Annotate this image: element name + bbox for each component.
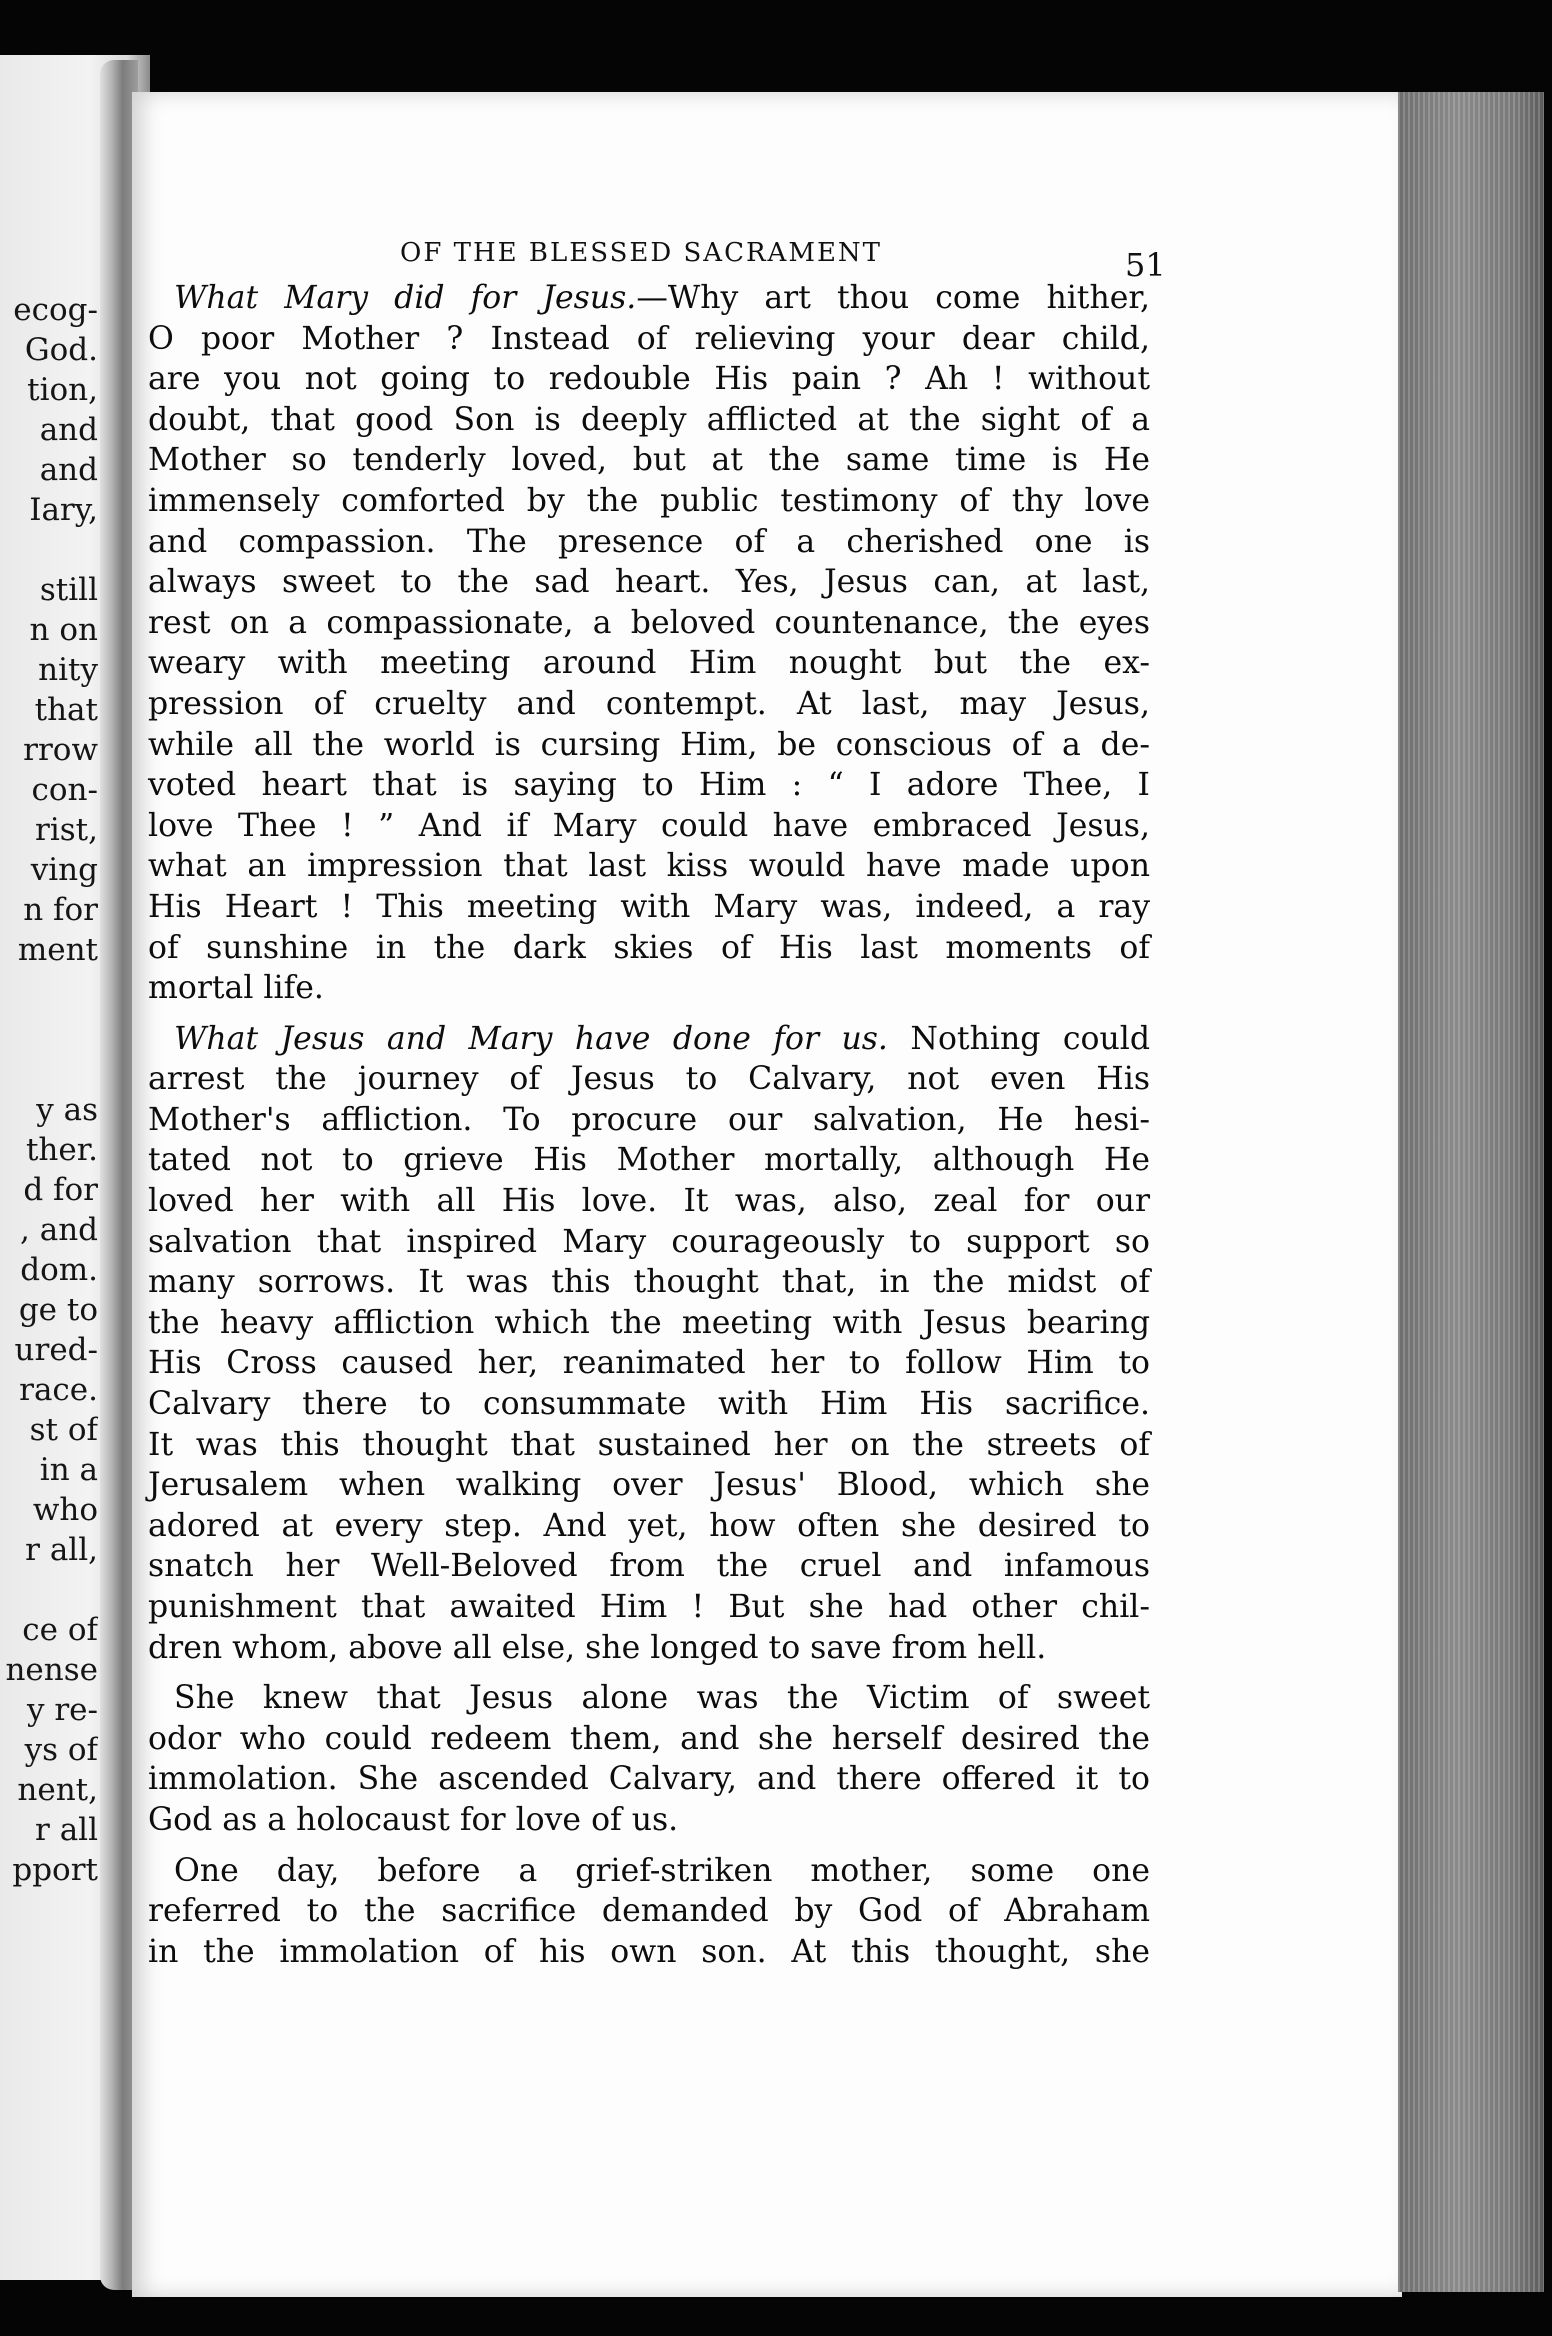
left-page-line: , and bbox=[20, 1212, 98, 1248]
left-page-line: in a bbox=[39, 1452, 98, 1488]
paragraph bbox=[148, 1678, 1150, 1840]
page-number: 51 bbox=[1125, 246, 1166, 284]
line-text: rest on a compassionate, a beloved countenance, the eyes bbox=[148, 604, 1150, 641]
left-page-line bbox=[0, 1050, 98, 1090]
left-page-line: dom. bbox=[20, 1252, 98, 1288]
left-page-line: ment bbox=[17, 932, 98, 968]
text-line bbox=[148, 1678, 1150, 1719]
line-text: Jerusalem when walking over Jesus' Blood, which she bbox=[148, 1467, 1150, 1504]
text-line bbox=[148, 1425, 1150, 1466]
left-page-line: d for bbox=[23, 1172, 98, 1208]
left-page-line: ured- bbox=[14, 1332, 98, 1368]
text-line bbox=[148, 887, 1150, 928]
line-text: She knew that Jesus alone was the Victim of sweet bbox=[174, 1680, 1150, 1717]
left-page-line: st of bbox=[29, 1412, 98, 1448]
line-text: Nothing could bbox=[887, 1020, 1150, 1057]
left-page-line: y as bbox=[36, 1092, 98, 1128]
text-line bbox=[148, 1019, 1150, 1060]
left-page-line bbox=[0, 530, 98, 570]
text-line bbox=[148, 684, 1150, 725]
text-line bbox=[148, 440, 1150, 481]
paragraph-lead: What Mary did for Jesus. bbox=[174, 280, 637, 316]
line-text: Calvary there to consummate with Him His sacrifice. bbox=[148, 1386, 1150, 1423]
left-page-line bbox=[0, 1010, 98, 1050]
left-page-line: ge to bbox=[18, 1292, 98, 1328]
line-text: Mother so tenderly loved, but at the same time is He bbox=[148, 442, 1150, 479]
line-text: voted heart that is saying to Him : “ I adore Thee, I bbox=[148, 767, 1150, 804]
line-text: love Thee ! ” And if Mary could have embraced Jesus, bbox=[148, 807, 1150, 844]
text-line bbox=[148, 1140, 1150, 1181]
line-text: always sweet to the sad heart. Yes, Jesus can, at last, bbox=[148, 564, 1150, 601]
text-line bbox=[148, 1546, 1150, 1587]
left-page-line: nent, bbox=[17, 1772, 98, 1808]
text-line bbox=[148, 725, 1150, 766]
line-text: while all the world is cursing Him, be conscious of a de- bbox=[148, 726, 1150, 763]
left-page-line: and bbox=[39, 412, 98, 448]
line-text: referred to the sacrifice demanded by God of Abraham bbox=[148, 1893, 1150, 1930]
left-page-line: y re- bbox=[26, 1692, 98, 1728]
text-line bbox=[148, 522, 1150, 563]
line-text: the heavy affliction which the meeting with Jesus bearing bbox=[148, 1304, 1150, 1341]
left-page-line: pport bbox=[12, 1852, 98, 1888]
left-page-line: con- bbox=[31, 772, 98, 808]
left-page-line: n on bbox=[29, 612, 98, 648]
left-page-line: n for bbox=[23, 892, 98, 928]
line-text: tated not to grieve His Mother mortally, although He bbox=[148, 1142, 1150, 1179]
text-line bbox=[148, 1800, 1150, 1841]
text-line bbox=[148, 806, 1150, 847]
text-line bbox=[148, 643, 1150, 684]
line-text: weary with meeting around Him nought but the ex- bbox=[148, 645, 1150, 682]
text-line bbox=[148, 1384, 1150, 1425]
line-text: It was this thought that sustained her on the streets of bbox=[148, 1426, 1150, 1463]
left-page-line: ving bbox=[30, 852, 98, 888]
left-page-line: ce of bbox=[22, 1612, 98, 1648]
text-line bbox=[148, 1587, 1150, 1628]
line-text: many sorrows. It was this thought that, in the midst of bbox=[148, 1264, 1150, 1301]
text-line bbox=[148, 1628, 1150, 1669]
page-edges bbox=[1398, 92, 1544, 2292]
paragraph bbox=[148, 1851, 1150, 1973]
line-text: snatch her Well-Beloved from the cruel and infamous bbox=[148, 1548, 1150, 1585]
line-text: —Why art thou come hither, bbox=[636, 280, 1150, 316]
text-line bbox=[148, 765, 1150, 806]
left-page-line: Iary, bbox=[29, 492, 98, 528]
line-text: adored at every step. And yet, how often she desired to bbox=[148, 1507, 1150, 1544]
text-line bbox=[148, 1759, 1150, 1800]
line-text: and compassion. The presence of a cherished one is bbox=[148, 523, 1150, 560]
line-text: His Heart ! This meeting with Mary was, indeed, a ray bbox=[148, 888, 1150, 925]
text-line bbox=[148, 1100, 1150, 1141]
text-line bbox=[148, 1181, 1150, 1222]
left-page-text bbox=[0, 290, 98, 1890]
line-text: punishment that awaited Him ! But she had other chil- bbox=[148, 1589, 1150, 1625]
text-line bbox=[148, 1851, 1150, 1892]
line-text: God as a holocaust for love of us. bbox=[148, 1801, 679, 1838]
line-text: One day, before a grief-striken mother, some one bbox=[174, 1852, 1150, 1889]
line-text: O poor Mother ? Instead of relieving your dear child, bbox=[148, 320, 1150, 357]
text-line bbox=[148, 603, 1150, 644]
text-line bbox=[148, 1719, 1150, 1760]
left-page-line: r all bbox=[35, 1812, 98, 1848]
left-page-line: nity bbox=[38, 652, 98, 688]
text-line bbox=[148, 1222, 1150, 1263]
left-page-line: that bbox=[34, 692, 98, 728]
paragraph bbox=[148, 278, 1150, 1009]
paragraph-lead: What Jesus and Mary have done for us. bbox=[174, 1020, 888, 1057]
line-text: are you not going to redouble His pain ? Ah ! without bbox=[148, 361, 1150, 398]
left-page-line: ys of bbox=[24, 1732, 98, 1768]
text-line bbox=[148, 1059, 1150, 1100]
text-line bbox=[148, 278, 1150, 319]
line-text: dren whom, above all else, she longed to save from hell. bbox=[148, 1629, 1047, 1666]
paragraph bbox=[148, 1019, 1150, 1669]
left-page-line: tion, bbox=[27, 372, 98, 408]
text-line bbox=[148, 968, 1150, 1009]
left-page-line: ecog- bbox=[13, 292, 98, 328]
text-line bbox=[148, 1303, 1150, 1344]
text-line bbox=[148, 481, 1150, 522]
left-page-line bbox=[0, 970, 98, 1010]
line-text: in the immolation of his own son. At this thought, she bbox=[148, 1933, 1150, 1970]
text-line bbox=[148, 1932, 1150, 1973]
left-page-line: and bbox=[39, 452, 98, 488]
text-line bbox=[148, 400, 1150, 441]
left-page-line: nense bbox=[5, 1652, 98, 1688]
text-line bbox=[148, 1262, 1150, 1303]
text-line bbox=[148, 1506, 1150, 1547]
line-text: doubt, that good Son is deeply afflicted at the sight of a bbox=[148, 401, 1150, 438]
line-text: loved her with all His love. It was, also, zeal for our bbox=[148, 1183, 1150, 1220]
line-text: His Cross caused her, reanimated her to follow Him to bbox=[148, 1345, 1150, 1382]
left-page-line: rist, bbox=[35, 812, 98, 848]
running-head: OF THE BLESSED SACRAMENT bbox=[400, 238, 883, 268]
line-text: Mother's affliction. To procure our salvation, He hesi- bbox=[148, 1101, 1150, 1138]
left-page-line: r all, bbox=[25, 1532, 98, 1568]
left-page-line bbox=[0, 1570, 98, 1610]
left-page-line: God. bbox=[24, 332, 98, 368]
line-text: odor who could redeem them, and she herself desired the bbox=[148, 1720, 1150, 1757]
line-text: what an impression that last kiss would have made upon bbox=[148, 848, 1150, 885]
left-page-line: who bbox=[32, 1492, 98, 1528]
text-line bbox=[148, 359, 1150, 400]
left-page-line: still bbox=[39, 572, 98, 608]
text-line bbox=[148, 1343, 1150, 1384]
line-text: arrest the journey of Jesus to Calvary, not even His bbox=[148, 1061, 1150, 1098]
line-text: salvation that inspired Mary courageously to support so bbox=[148, 1223, 1150, 1260]
body-text bbox=[148, 278, 1150, 1982]
text-line bbox=[148, 1891, 1150, 1932]
line-text: pression of cruelty and contempt. At last, may Jesus, bbox=[148, 685, 1150, 722]
text-line bbox=[148, 1465, 1150, 1506]
line-text: mortal life. bbox=[148, 970, 324, 1007]
left-page-line: ther. bbox=[25, 1132, 98, 1168]
line-text: immolation. She ascended Calvary, and there offered it to bbox=[148, 1761, 1150, 1798]
text-line bbox=[148, 319, 1150, 360]
left-page-line: rrow bbox=[23, 732, 98, 768]
text-line bbox=[148, 846, 1150, 887]
text-line bbox=[148, 562, 1150, 603]
line-text: immensely comforted by the public testimony of thy love bbox=[148, 482, 1150, 519]
left-page-line: race. bbox=[19, 1372, 98, 1408]
line-text: of sunshine in the dark skies of His last moments of bbox=[148, 929, 1150, 966]
text-line bbox=[148, 928, 1150, 969]
